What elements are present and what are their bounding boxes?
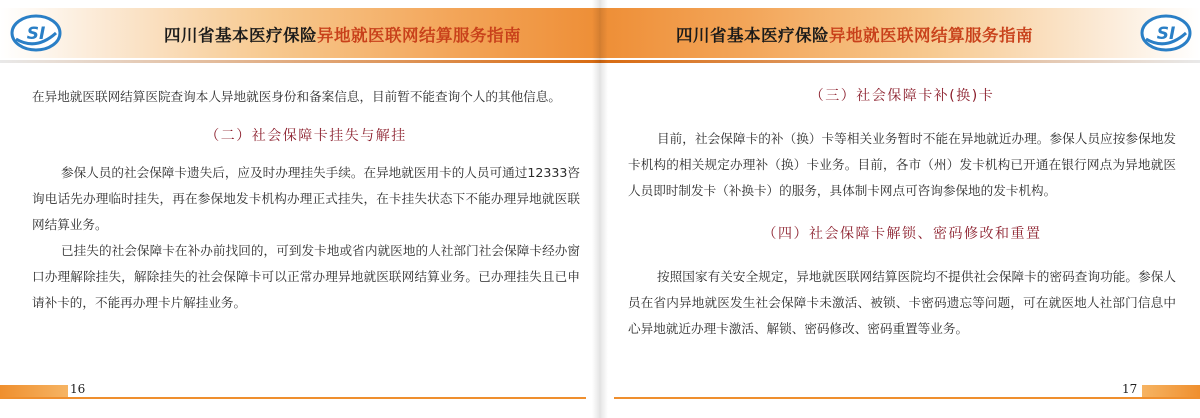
section-3-paragraph-1: 目前，社会保障卡的补（换）卡等相关业务暂时不能在异地就近办理。参保人员应按参保地发卡机构的相关规定办理补（换）卡业务。目前，各市（州）发卡机构已开通在银行网点为异地就医人员即时制发卡（补换卡）的服务，具体制卡网点可咨询参保地的发卡机构。 [628,131,1176,198]
left-title-highlight: 异地就医联网结算服务指南 [317,26,521,45]
section-3-heading: （三）社会保障卡补(换)卡 [809,88,995,104]
right-page-number: 17 [1122,382,1138,396]
left-footer-bar [0,385,68,397]
left-footer-rule [0,397,586,399]
right-header-title [676,22,1033,46]
intro-paragraph: 在异地就医联网结算医院查询本人异地就医身份和备案信息，目前暂不能查询个人的其他信息。 [32,89,561,104]
right-footer-bar [1142,385,1200,397]
section-2-paragraph-2: 已挂失的社会保障卡在补办前找回的，可到发卡地或省内就医地的人社部门社会保障卡经办窗口办理解除挂失，解除挂失的社会保障卡可以正常办理异地就医联网结算业务。已办理挂失且已申请补卡的，不能再办理卡片解挂业务。 [32,243,580,310]
left-title-main: 四川省基本医疗保险 [164,26,317,45]
right-title-main: 四川省基本医疗保险 [676,26,829,45]
right-header-rule [600,60,1200,63]
si-logo-icon [1140,13,1192,53]
right-footer-rule [614,397,1200,399]
left-content [32,84,580,316]
section-2-heading: （二）社会保障卡挂失与解挂 [205,128,407,144]
logo-text: SI [1156,24,1176,44]
si-logo-icon [10,13,62,53]
left-header-title [164,22,521,46]
section-4-heading: （四）社会保障卡解锁、密码修改和重置 [762,226,1042,242]
section-2-paragraph-1: 参保人员的社会保障卡遗失后，应及时办理挂失手续。在异地就医用卡的人员可通过12333咨询电话先办理临时挂失，再在参保地发卡机构办理正式挂失，在卡挂失状态下不能办理异地就医联网结算业务。 [32,165,580,232]
left-header-rule [0,60,600,63]
section-4-paragraph-1: 按照国家有关安全规定，异地就医联网结算医院均不提供社会保障卡的密码查询功能。参保人员在省内异地就医发生社会保障卡未激活、被锁、卡密码遗忘等问题，可在就医地人社部门信息中心异地就近办理卡激活、解锁、密码修改、密码重置等业务。 [628,269,1176,336]
left-page-number: 16 [70,382,86,396]
right-title-highlight: 异地就医联网结算服务指南 [829,26,1033,45]
logo-text: SI [26,24,46,44]
right-page [600,0,1200,418]
right-content [628,84,1176,342]
